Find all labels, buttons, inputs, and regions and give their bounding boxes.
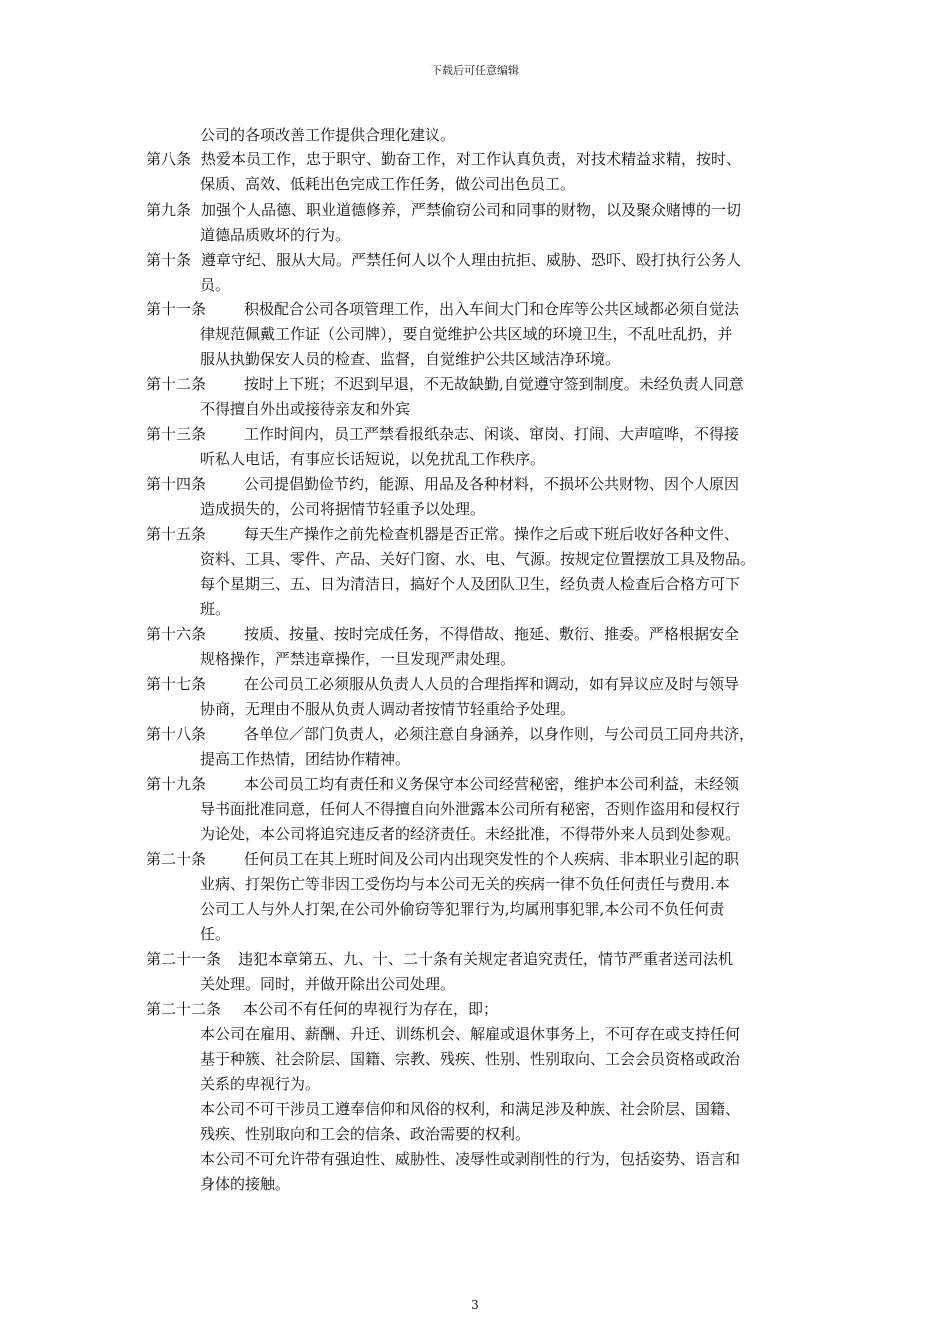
article-number: 第九条 bbox=[146, 201, 192, 219]
article-text: 提高工作热情，团结协作精神。 bbox=[200, 750, 411, 768]
article-number: 第十九条 bbox=[146, 775, 207, 793]
article-text: 本公司在雇用、薪酬、升迁、训练机会、解雇或退休事务上，不可存在或支持任何 bbox=[200, 1025, 741, 1043]
page-header: 下载后可任意编辑 bbox=[431, 64, 519, 77]
article-text: 积极配合公司各项管理工作，出入车间大门和仓库等公共区域都必须自觉法 bbox=[244, 300, 740, 318]
article-text: 听私人电话，有事应长话短说，以免扰乱工作秩序。 bbox=[200, 450, 546, 468]
article-text: 资料、工具、零件、产品、关好门窗、水、电、气源。按规定位置摆放工具及物品。 bbox=[200, 550, 756, 568]
article-text: 道德品质败坏的行为。 bbox=[200, 226, 351, 244]
article-text: 各单位／部门负责人，必须注意自身涵养，以身作则，与公司员工同舟共济， bbox=[244, 725, 755, 743]
article-text: 遵章守纪、服从大局。严禁任何人以个人理由抗拒、威胁、恐吓、殴打执行公务人 bbox=[201, 251, 742, 269]
article-text: 工作时间内，员工严禁看报纸杂志、闲谈、窜岗、打闹、大声喧哗，不得接 bbox=[244, 425, 740, 443]
article-text: 保质、高效、低耗出色完成工作任务，做公司出色员工。 bbox=[200, 175, 576, 193]
article-text: 加强个人品德、职业道德修养，严禁偷窃公司和同事的财物，以及聚众赌博的一切 bbox=[201, 201, 742, 219]
article-text: 任何员工在其上班时间及公司内出现突发性的个人疾病、非本职业引起的职 bbox=[244, 850, 740, 868]
article-text: 按质、按量、按时完成任务，不得借故、拖延、敷衍、推委。严格根据安全 bbox=[244, 625, 740, 643]
article-text: 不得擅自外出或接待亲友和外宾 bbox=[200, 400, 411, 418]
article-text: 员。 bbox=[200, 276, 231, 294]
article-text: 关处理。同时，并做开除出公司处理。 bbox=[200, 975, 456, 993]
article-text: 违犯本章第五、九、十、二十条有关规定者追究责任，情节严重者送司法机 bbox=[238, 950, 734, 968]
article-text: 规格操作，严禁违章操作，一旦发现严肃处理。 bbox=[200, 650, 516, 668]
article-text: 每天生产操作之前先检查机器是否正常。操作之后或下班后收好各种文件、 bbox=[244, 525, 740, 543]
article-text: 基于种簇、社会阶层、国籍、宗教、残疾、性别、性别取向、工会会员资格或政治 bbox=[200, 1050, 741, 1068]
article-text: 在公司员工必须服从负责人人员的合理指挥和调动，如有异议应及时与领导 bbox=[244, 675, 740, 693]
article-text: 为论处，本公司将追究违反者的经济责任。未经批准，不得带外来人员到处参观。 bbox=[200, 825, 741, 843]
article-text: 身体的接触。 bbox=[200, 1175, 291, 1193]
article-number: 第十一条 bbox=[146, 300, 207, 318]
article-text: 残疾、性别取向和工会的信条、政治需要的权利。 bbox=[200, 1125, 531, 1143]
article-text: 热爱本员工作，忠于职守、勤奋工作，对工作认真负责，对技术精益求精，按时、 bbox=[201, 150, 742, 168]
article-number: 第十五条 bbox=[146, 525, 207, 543]
article-text: 公司提倡勤俭节约，能源、用品及各种材料，不损坏公共财物、因个人原因 bbox=[244, 475, 740, 493]
article-text: 公司的各项改善工作提供合理化建议。 bbox=[200, 126, 456, 144]
page-number: 3 bbox=[471, 1298, 479, 1312]
article-text: 本公司员工均有责任和义务保守本公司经营秘密，维护本公司利益，未经领 bbox=[244, 775, 740, 793]
article-text: 任。 bbox=[200, 925, 231, 943]
article-number: 第二十一条 bbox=[146, 950, 222, 968]
article-text: 造成损失的，公司将据情节轻重予以处理。 bbox=[200, 500, 486, 518]
article-text: 公司工人与外人打架,在公司外偷窃等犯罪行为,均属刑事犯罪,本公司不负任何责 bbox=[200, 900, 725, 918]
article-number: 第十三条 bbox=[146, 425, 207, 443]
article-number: 第十四条 bbox=[146, 475, 207, 493]
article-text: 律规范佩戴工作证（公司牌），要自觉维护公共区域的环境卫生，不乱吐乱扔，并 bbox=[200, 325, 733, 343]
article-text: 服从执勤保安人员的检查、监督，自觉维护公共区域洁净环境。 bbox=[200, 350, 621, 368]
article-text: 本公司不有任何的卑视行为存在，即； bbox=[243, 1000, 499, 1018]
article-number: 第十八条 bbox=[146, 725, 207, 743]
article-number: 第二十二条 bbox=[146, 1000, 222, 1018]
article-number: 第十七条 bbox=[146, 675, 207, 693]
article-text: 本公司不可干涉员工遵奉信仰和风俗的权利，和满足涉及种族、社会阶层、国籍、 bbox=[200, 1100, 741, 1118]
article-text: 协商，无理由不服从负责人调动者按情节轻重给予处理。 bbox=[200, 700, 576, 718]
article-number: 第十条 bbox=[146, 251, 192, 269]
article-text: 按时上下班；不迟到早退，不无故缺勤,自觉遵守签到制度。未经负责人同意 bbox=[244, 375, 744, 393]
article-number: 第十六条 bbox=[146, 625, 207, 643]
article-number: 第二十条 bbox=[146, 850, 207, 868]
article-text: 导书面批准同意，任何人不得擅自向外泄露本公司所有秘密，否则作盗用和侵权行 bbox=[200, 800, 741, 818]
article-text: 本公司不可允许带有强迫性、威胁性、凌辱性或剥削性的行为，包括姿势、语言和 bbox=[200, 1150, 741, 1168]
article-text: 关系的卑视行为。 bbox=[200, 1075, 321, 1093]
article-number: 第八条 bbox=[146, 150, 192, 168]
article-text: 业病、打架伤亡等非因工受伤均与本公司无关的疾病一律不负任何责任与费用.本 bbox=[200, 875, 730, 893]
article-text: 班。 bbox=[200, 600, 231, 618]
article-number: 第十二条 bbox=[146, 375, 207, 393]
article-text: 每个星期三、五、日为清洁日，搞好个人及团队卫生，经负责人检查后合格方可下 bbox=[200, 575, 741, 593]
